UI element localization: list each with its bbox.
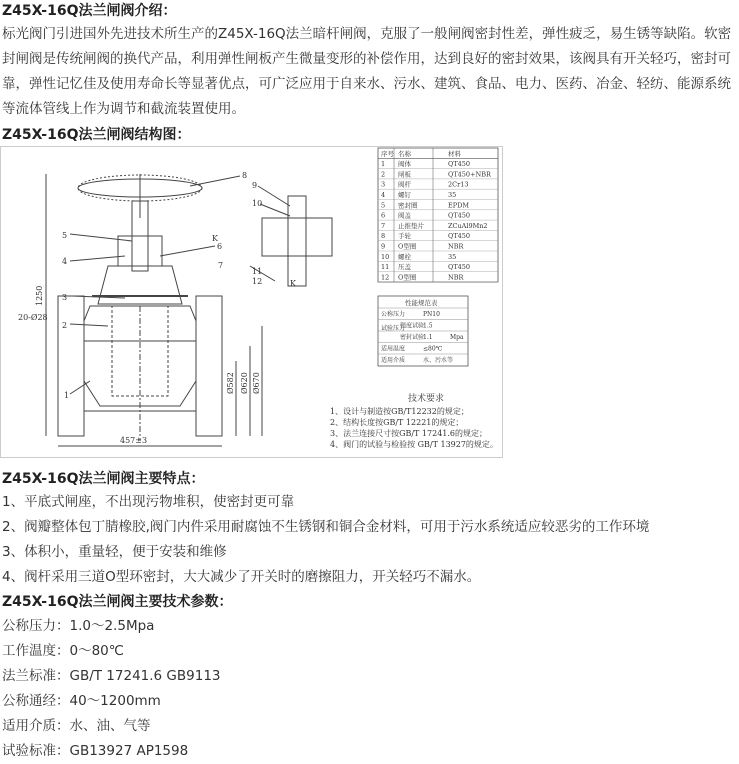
parts-cell: QT450	[448, 211, 471, 220]
param-item: 试验标准：GB13927 AP1598	[2, 743, 189, 759]
detail-k-label: K	[212, 234, 218, 243]
parts-cell: 阀杆	[398, 180, 411, 189]
dim-d670: Ø670	[252, 372, 261, 394]
parts-cell: 压盖	[398, 263, 411, 272]
parts-cell: 3	[381, 180, 386, 189]
callout-12: 12	[252, 277, 263, 286]
dim-d582: Ø582	[226, 372, 235, 394]
parts-cell: 1	[381, 160, 386, 169]
spec-group-label: 试验压力	[381, 325, 406, 332]
callout-1: 1	[64, 391, 70, 400]
callout-5: 5	[62, 231, 68, 240]
spec-cell: Mpa	[450, 334, 464, 341]
parts-cell: 密封圈	[398, 201, 418, 210]
features-title: Z45X-16Q法兰闸阀主要特点：	[2, 471, 205, 487]
parts-cell: 4	[381, 191, 386, 199]
parts-cell: NBR	[448, 242, 464, 251]
callout-10: 10	[252, 199, 263, 208]
parts-cell: O型圈	[398, 273, 417, 282]
parts-cell: 5	[381, 201, 386, 210]
callout-6: 6	[217, 242, 223, 251]
parts-cell: 阀体	[398, 160, 411, 169]
parts-cell: 2Cr13	[448, 180, 469, 189]
parts-cell: 11	[381, 263, 390, 272]
dim-bolt-holes: 20-Ø28	[18, 313, 48, 322]
parts-header-cell: 序号	[381, 150, 394, 158]
parts-cell: 35	[448, 252, 457, 261]
intro-title: Z45X-16Q法兰闸阀介绍：	[2, 3, 177, 19]
parts-cell: 2	[381, 170, 386, 179]
parts-cell: 螺栓	[398, 252, 411, 261]
spec-cell: 适用介质	[381, 357, 406, 364]
spec-cell: 1.5	[423, 322, 433, 330]
intro-paragraph: 标光阀门引进国外先进技术所生产的Z45X-16Q法兰暗杆闸阀，克服了一般闸阀密封性差，弹性疲乏，易生锈等缺陷。软密封闸阀是传统闸阀的换代产品，利用弹性闸板产生微量变形的补偿作用，达到良好的密封效果，该阀具有开关轻巧，密封可靠，弹性记忆佳及使用寿命长等显著优点，可广泛应用于自来水、污水、建筑、食品、电力、医药、冶金、轻纺、能源系统等流体管线上作为调节和截流装置使用。	[2, 26, 732, 117]
spec-title: 性能规范表	[405, 299, 438, 307]
parts-cell: O型圈	[398, 242, 417, 251]
parts-cell: 10	[381, 252, 390, 261]
params-list	[0, 614, 737, 764]
callout-2: 2	[62, 321, 68, 330]
parts-cell: 阀盖	[398, 211, 411, 220]
parts-cell: QT450	[448, 160, 471, 169]
dim-height: 1250	[35, 285, 44, 306]
feature-item: 1、平底式闸座，不出现污物堆积，使密封更可靠	[2, 494, 295, 510]
feature-item: 4、阀杆采用三道O型环密封，大大减少了开关时的磨擦阻力，开关轻巧不漏水。	[2, 569, 481, 585]
parts-cell: QT450	[448, 263, 471, 272]
parts-cell: NBR	[448, 273, 464, 282]
tech-title: 技术要求	[408, 394, 445, 404]
parts-header-cell: 材料	[448, 150, 461, 158]
parts-cell: QT450	[448, 232, 471, 241]
callout-11: 11	[252, 267, 263, 276]
spec-cell: ≤80℃	[423, 345, 443, 353]
callout-4: 4	[62, 257, 68, 266]
parts-cell: 9	[381, 242, 386, 251]
spec-cell: 适用温度	[381, 345, 406, 353]
parts-header-cell: 名称	[398, 150, 411, 158]
callout-8: 8	[242, 171, 248, 180]
spec-cell: 密封试验	[400, 334, 425, 341]
feature-item: 2、阀瓣整体包丁腈橡胶,阀门内件采用耐腐蚀不生锈钢和铜合金材料，可用于污水系统适应较恶劣的工作环境	[2, 519, 650, 535]
callout-7: 7	[218, 261, 224, 270]
parts-cell: 8	[381, 232, 386, 241]
param-item: 公称通经：40～1200mm	[2, 693, 161, 709]
parts-cell: 35	[448, 191, 457, 199]
parts-cell: 止推垫片	[398, 221, 424, 230]
param-item: 法兰标准：GB/T 17241.6 GB9113	[2, 668, 221, 684]
callout-3: 3	[62, 293, 68, 302]
spec-cell: PN10	[423, 311, 440, 318]
spec-cell: 公称压力	[381, 311, 406, 318]
spec-cell: 1.1	[423, 334, 433, 341]
tech-item: 1、设计与制造按GB/T12232的规定；	[330, 407, 469, 416]
param-item: 工作温度：0～80℃	[2, 643, 124, 659]
param-item: 适用介质：水、油、气等	[2, 718, 151, 734]
parts-cell: ZCuAl9Mn2	[448, 221, 488, 230]
parts-cell: 7	[381, 221, 386, 230]
valve-drawing-svg	[0, 146, 503, 458]
callout-9: 9	[252, 181, 258, 190]
tech-item: 4、阀门的试验与检验按 GB/T 13927的规定。	[330, 440, 498, 449]
feature-item: 3、体积小，重量轻，便于安装和维修	[2, 544, 227, 560]
params-title: Z45X-16Q法兰闸阀主要技术参数：	[2, 594, 233, 610]
dim-length: 457±3	[120, 436, 148, 445]
parts-cell: EPDM	[448, 201, 469, 210]
tech-item: 2、结构长度按GB/T 12221的规定；	[330, 418, 464, 427]
parts-cell: 手轮	[398, 232, 411, 241]
parts-cell: 闸板	[398, 170, 411, 179]
spec-cell: 强度试验	[400, 322, 425, 330]
spec-cell: 水、污水等	[423, 357, 454, 364]
param-item: 公称压力：1.0～2.5Mpa	[2, 618, 155, 634]
tech-item: 3、法兰连接尺寸按GB/T 17241.6的规定；	[330, 429, 488, 438]
structure-drawing	[0, 146, 503, 458]
parts-cell: 6	[381, 211, 386, 220]
dim-d620: Ø620	[240, 372, 249, 394]
parts-cell: QT450+NBR	[448, 170, 491, 179]
features-list	[0, 490, 737, 590]
structure-title: Z45X-16Q法兰闸阀结构图：	[2, 127, 191, 143]
parts-cell: 12	[381, 273, 390, 282]
parts-cell: 螺钉	[398, 191, 411, 199]
detail-k-label-2: K	[290, 279, 296, 288]
